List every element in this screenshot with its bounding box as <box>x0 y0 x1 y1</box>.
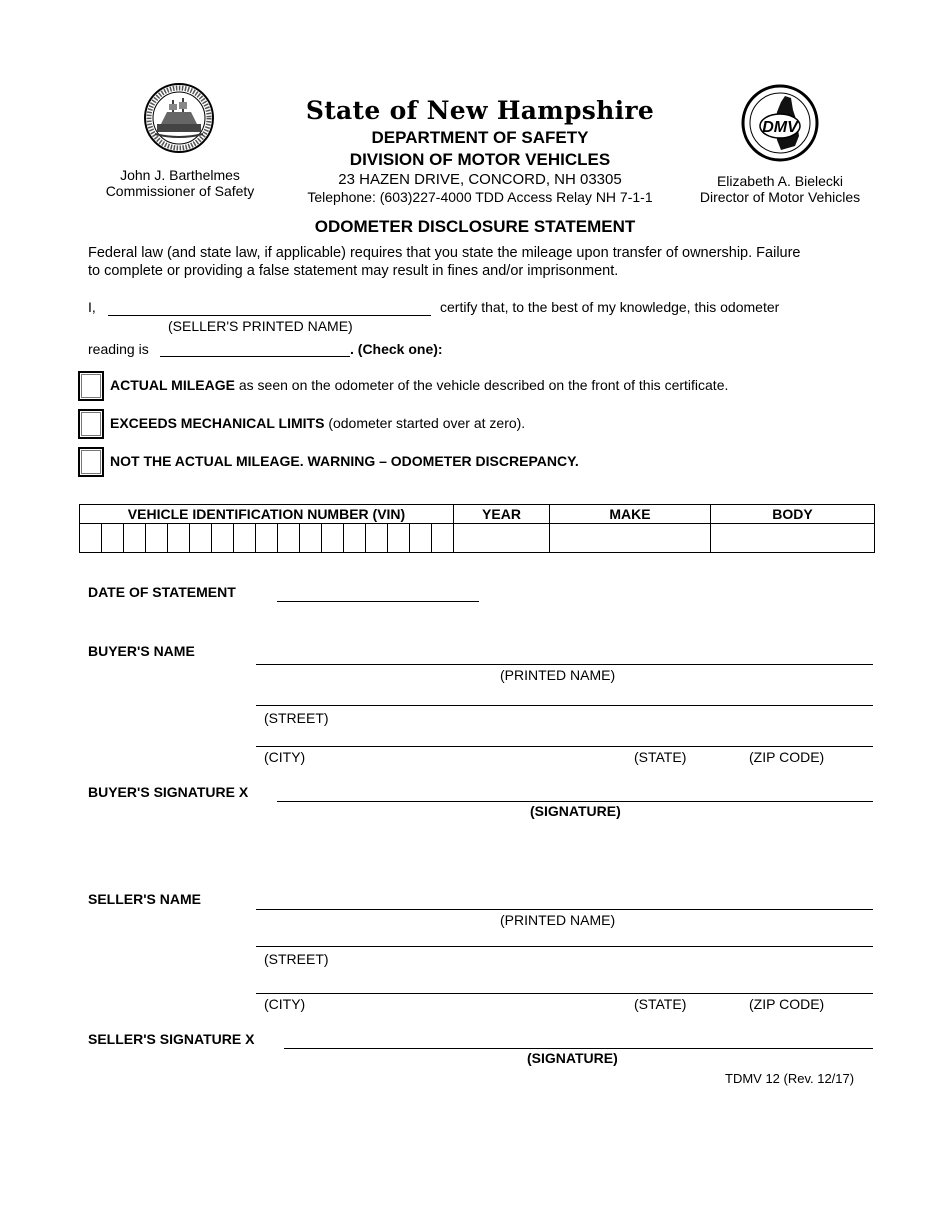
buyer-signature-label: BUYER'S SIGNATURE X <box>88 784 249 800</box>
vin-char-cell[interactable] <box>366 524 388 552</box>
buyer-state-caption: (STATE) <box>634 749 687 765</box>
body-header: BODY <box>711 505 875 524</box>
vin-char-cell[interactable] <box>322 524 344 552</box>
actual-mileage-option <box>110 377 728 393</box>
agency-telephone: Telephone: (603)227-4000 TDD Access Relay NH 7-1-1 <box>307 189 653 205</box>
seller-zip-caption: (ZIP CODE) <box>749 996 825 1012</box>
not-actual-mileage-label: NOT THE ACTUAL MILEAGE. WARNING – ODOMETER DISCREPANCY. <box>110 453 579 469</box>
vin-char-cell[interactable] <box>146 524 168 552</box>
seller-printed-name-label: (SELLER'S PRINTED NAME) <box>168 318 353 334</box>
not-actual-mileage-option <box>110 453 579 469</box>
exceeds-mechanical-limits-checkbox[interactable] <box>78 409 104 439</box>
vin-char-cell[interactable] <box>168 524 190 552</box>
form-number: TDMV 12 (Rev. 12/17) <box>725 1071 855 1086</box>
vin-char-cell[interactable] <box>410 524 432 552</box>
left-official-title: Commissioner of Safety <box>105 183 255 199</box>
seller-name-label: SELLER'S NAME <box>88 891 202 907</box>
right-official-name: Elizabeth A. Bielecki <box>716 173 844 189</box>
buyer-street-field[interactable] <box>256 705 873 706</box>
vin-input-cells <box>80 524 454 553</box>
vin-char-cell[interactable] <box>432 524 453 552</box>
year-field[interactable] <box>454 524 550 553</box>
form-title: ODOMETER DISCLOSURE STATEMENT <box>314 217 636 236</box>
exceeds-mechanical-limits-label: EXCEEDS MECHANICAL LIMITS <box>110 415 325 431</box>
vin-char-cell[interactable] <box>234 524 256 552</box>
seller-printed-name-caption: (PRINTED NAME) <box>500 912 616 928</box>
dmv-logo <box>741 84 819 162</box>
state-title: State of New Hampshire <box>305 96 655 125</box>
vin-char-cell[interactable] <box>102 524 124 552</box>
buyer-city-caption: (CITY) <box>264 749 306 765</box>
seller-street-caption: (STREET) <box>264 951 329 967</box>
department-name: DEPARTMENT OF SAFETY <box>371 128 589 147</box>
date-of-statement-field[interactable] <box>277 601 479 602</box>
actual-mileage-label: ACTUAL MILEAGE <box>110 377 235 393</box>
year-header: YEAR <box>454 505 550 524</box>
vin-char-cell[interactable] <box>388 524 410 552</box>
seller-state-caption: (STATE) <box>634 996 687 1012</box>
seller-signature-caption: (SIGNATURE) <box>527 1050 618 1066</box>
make-header: MAKE <box>550 505 711 524</box>
date-of-statement-label: DATE OF STATEMENT <box>88 584 236 600</box>
vin-char-cell[interactable] <box>256 524 278 552</box>
seller-printed-name-line[interactable] <box>256 909 873 910</box>
buyer-signature-field[interactable] <box>277 801 873 802</box>
vin-char-cell[interactable] <box>278 524 300 552</box>
make-field[interactable] <box>550 524 711 553</box>
state-seal <box>143 82 215 154</box>
intro-text-line1: Federal law (and state law, if applicable) requires that you state the mileage upon transfer of ownership. Failure <box>88 245 801 261</box>
buyer-printed-name-caption: (PRINTED NAME) <box>500 667 616 683</box>
buyer-city-state-zip-field[interactable] <box>256 746 873 747</box>
buyer-zip-caption: (ZIP CODE) <box>749 749 825 765</box>
vin-char-cell[interactable] <box>124 524 146 552</box>
exceeds-mechanical-limits-description: (odometer started over at zero). <box>324 415 526 431</box>
odometer-reading-field[interactable] <box>160 356 350 357</box>
check-one-label: . (Check one): <box>350 341 443 357</box>
vehicle-table-header-row <box>80 505 875 524</box>
vehicle-table-data-row <box>80 524 875 553</box>
seller-printed-name-field[interactable] <box>108 315 431 316</box>
seller-signature-field[interactable] <box>284 1048 873 1049</box>
left-official-name: John J. Barthelmes <box>120 167 240 183</box>
exceeds-mechanical-limits-option <box>110 415 525 431</box>
vin-char-cell[interactable] <box>80 524 102 552</box>
seller-city-caption: (CITY) <box>264 996 306 1012</box>
buyer-street-caption: (STREET) <box>264 710 329 726</box>
vin-char-cell[interactable] <box>344 524 366 552</box>
vin-char-cell[interactable] <box>300 524 322 552</box>
intro-text-line2: to complete or providing a false statement may result in fines and/or imprisonment. <box>88 263 619 279</box>
division-name: DIVISION OF MOTOR VEHICLES <box>349 150 611 169</box>
vin-header: VEHICLE IDENTIFICATION NUMBER (VIN) <box>80 505 454 524</box>
buyer-name-label: BUYER'S NAME <box>88 643 195 659</box>
reading-prefix: reading is <box>88 341 149 357</box>
vin-char-cell[interactable] <box>212 524 234 552</box>
dmv-logo-text: DMV <box>762 119 798 136</box>
certify-prefix: I, <box>88 299 96 315</box>
agency-address: 23 HAZEN DRIVE, CONCORD, NH 03305 <box>338 171 622 188</box>
vehicle-table <box>79 504 875 553</box>
actual-mileage-checkbox[interactable] <box>78 371 104 401</box>
right-official-title: Director of Motor Vehicles <box>699 189 861 205</box>
not-actual-mileage-checkbox[interactable] <box>78 447 104 477</box>
seller-signature-label: SELLER'S SIGNATURE X <box>88 1031 255 1047</box>
seller-street-field[interactable] <box>256 946 873 947</box>
seller-city-state-zip-field[interactable] <box>256 993 873 994</box>
body-field[interactable] <box>711 524 875 553</box>
buyer-printed-name-field[interactable] <box>256 664 873 665</box>
actual-mileage-description: as seen on the odometer of the vehicle described on the front of this certificate. <box>234 377 729 393</box>
buyer-signature-caption: (SIGNATURE) <box>530 803 621 819</box>
vin-char-cell[interactable] <box>190 524 212 552</box>
certify-suffix: certify that, to the best of my knowledge, this odometer <box>440 299 780 315</box>
